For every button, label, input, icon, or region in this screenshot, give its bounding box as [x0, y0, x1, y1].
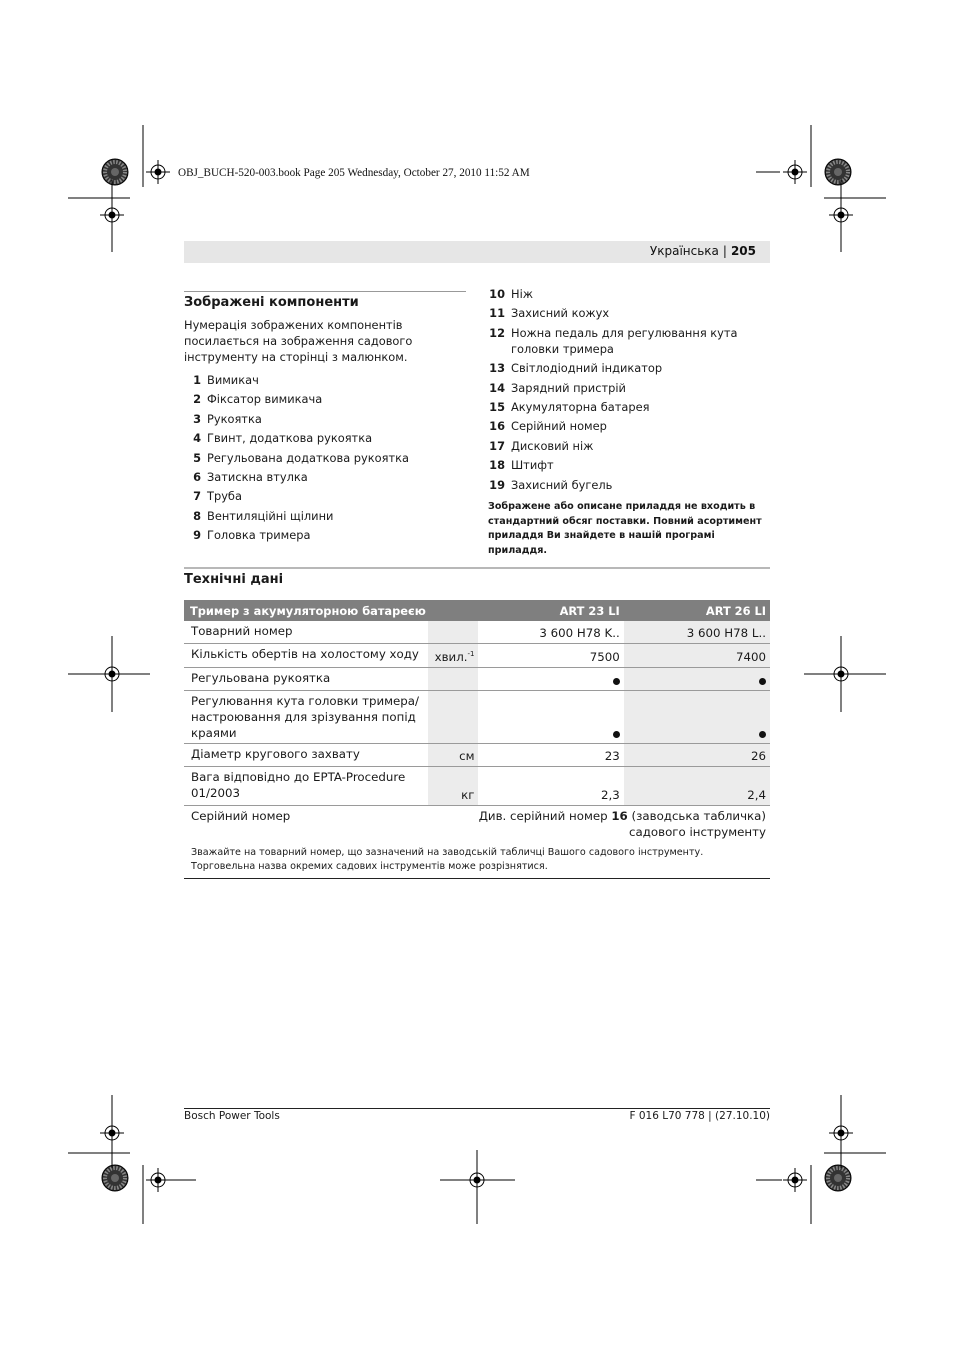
bullet-icon	[759, 731, 766, 738]
item-number: 12	[489, 325, 505, 340]
section-rule	[184, 291, 466, 292]
header-model-a: ART 23 LI	[478, 600, 623, 621]
row-unit: см	[428, 743, 478, 766]
list-item	[184, 508, 464, 527]
mark-bottom-left	[68, 1095, 196, 1224]
row-label: Кількість обертів на холостому ходу	[184, 644, 428, 668]
components-list-right	[488, 286, 770, 496]
serial-value-num: 16	[611, 808, 628, 823]
table-header-row	[184, 600, 770, 621]
item-number: 15	[489, 399, 505, 414]
list-item	[184, 430, 464, 449]
item-number: 19	[489, 477, 505, 492]
mark-top-right	[756, 125, 886, 252]
list-item	[488, 418, 770, 434]
value-model-b	[624, 690, 770, 743]
value-model-a	[478, 667, 623, 690]
footer-brand: Bosch Power Tools	[184, 1110, 280, 1122]
list-item	[488, 477, 770, 493]
item-label: Зарядний пристрій	[511, 380, 626, 395]
components-title: Зображені компоненти	[184, 295, 359, 310]
list-item	[184, 391, 464, 410]
value-model-b: 7400	[624, 644, 770, 668]
print-info-line: OBJ_BUCH-520-003.book Page 205 Wednesday, October 27, 2010 11:52 AM	[178, 167, 530, 179]
item-label: Гвинт, додаткова рукоятка	[207, 431, 373, 446]
list-item	[184, 411, 464, 430]
row-unit	[428, 667, 478, 690]
header-separator: |	[722, 244, 727, 258]
unit-exponent: -1	[467, 650, 475, 658]
mark-mid-right	[804, 636, 886, 712]
running-header	[184, 241, 770, 263]
header-text	[650, 244, 756, 258]
item-label: Штифт	[511, 458, 554, 473]
header-product: Тример з акумуляторною батареєю	[184, 600, 478, 621]
footer-doc-number: F 016 L70 778 | (27.10.10)	[629, 1110, 770, 1122]
row-unit	[428, 621, 478, 644]
list-item	[488, 380, 770, 396]
item-number: 11	[489, 306, 505, 321]
list-item	[184, 372, 464, 391]
row-label: Регулювання кута головки тримера/ настроювання для зрізування попід краями	[184, 690, 428, 743]
tech-title: Технічні дані	[184, 572, 284, 587]
list-item	[184, 527, 464, 546]
item-label: Серійний номер	[511, 419, 607, 434]
section-rule	[184, 567, 770, 569]
list-item	[488, 399, 770, 415]
table-footnote-row	[184, 842, 770, 879]
components-intro: Нумерація зображених компонентів посилається на зображення садового інструменту на сторінці з малюнком.	[184, 318, 413, 364]
list-item	[488, 457, 770, 473]
table-row	[184, 743, 770, 766]
value-model-a: 7500	[478, 644, 623, 668]
table-row	[184, 644, 770, 668]
mark-mid-left	[68, 636, 150, 712]
list-item	[488, 305, 770, 321]
row-unit: кг	[428, 766, 478, 805]
mark-bottom-right	[756, 1095, 886, 1224]
item-label: Труба	[207, 489, 242, 504]
serial-value-pre: Див. серійний номер	[478, 808, 612, 823]
item-label: Фіксатор вимикача	[207, 392, 323, 407]
value-model-b	[624, 667, 770, 690]
bullet-icon	[613, 731, 620, 738]
item-number: 18	[489, 458, 505, 473]
bullet-icon	[759, 678, 766, 685]
table-row	[184, 690, 770, 743]
item-number: 5	[193, 450, 201, 465]
item-label: Ніж	[511, 287, 533, 301]
item-number: 7	[193, 489, 201, 504]
value-model-a	[478, 690, 623, 743]
item-label: Ножна педаль для регулювання кута головки тримера	[511, 325, 738, 356]
unit-text: хвил.	[434, 649, 468, 664]
header-model-b: ART 26 LI	[624, 600, 770, 621]
value-model-a: 2,3	[478, 766, 623, 805]
item-number: 13	[489, 361, 505, 376]
row-label: Діаметр кругового захвату	[184, 743, 428, 766]
item-label: Регульована додаткова рукоятка	[207, 450, 409, 465]
value-model-a: 23	[478, 743, 623, 766]
serial-value	[428, 805, 770, 842]
bullet-icon	[613, 678, 620, 685]
value-model-b: 26	[624, 743, 770, 766]
item-label: Світлодіодний індикатор	[511, 361, 663, 376]
row-unit	[428, 690, 478, 743]
value-model-b: 2,4	[624, 766, 770, 805]
value-model-b: 3 600 H78 L..	[624, 621, 770, 644]
item-label: Захисний бугель	[511, 477, 613, 492]
list-item	[184, 450, 464, 469]
value-model-a: 3 600 H78 K..	[478, 621, 623, 644]
item-number: 17	[489, 438, 505, 453]
list-item	[488, 286, 770, 302]
footer-rule	[184, 1108, 770, 1109]
list-item	[488, 360, 770, 376]
table-footnote: Зважайте на товарний номер, що зазначений на заводській табличці Вашого садового інструменту. Торговельна назва окремих садових інструментів може розрізнятися.	[184, 842, 770, 879]
item-label: Вимикач	[207, 373, 259, 387]
list-item	[184, 488, 464, 507]
item-label: Акумуляторна батарея	[511, 399, 650, 414]
header-language: Українська	[649, 244, 719, 258]
row-label: Серійний номер	[191, 808, 291, 823]
item-number: 2	[193, 392, 201, 407]
accessory-note: Зображене або описане приладдя не входить в стандартний обсяг поставки. Повний асортимент приладдя Ви знайдете в нашій програмі приладдя.	[488, 501, 762, 557]
item-number: 6	[193, 469, 201, 484]
table-row	[184, 621, 770, 644]
row-label: Товарний номер	[184, 621, 428, 644]
list-item	[488, 438, 770, 454]
tech-data-table	[184, 600, 770, 879]
item-label: Вентиляційні щілини	[207, 508, 334, 523]
item-number: 3	[193, 411, 201, 426]
components-list-left	[184, 372, 464, 547]
item-number: 10	[489, 287, 505, 301]
serial-value-post: (заводська табличка) садового інструменту	[627, 808, 766, 839]
table-row	[184, 766, 770, 805]
row-unit	[428, 644, 478, 668]
row-label: Регульована рукоятка	[184, 667, 428, 690]
item-label: Затискна втулка	[207, 469, 308, 484]
item-label: Захисний кожух	[511, 306, 610, 321]
list-item	[184, 469, 464, 488]
list-item	[488, 325, 770, 357]
item-number: 8	[193, 508, 201, 523]
table-row	[184, 667, 770, 690]
item-label: Рукоятка	[207, 411, 262, 426]
item-number: 14	[489, 380, 505, 395]
mark-top-left	[68, 125, 170, 252]
row-label: Вага відповідно до EPTA-Procedure 01/2003	[184, 766, 428, 805]
item-number: 9	[193, 528, 201, 543]
item-number: 4	[193, 431, 201, 446]
mark-bottom-center	[440, 1150, 515, 1224]
header-page-number: 205	[730, 244, 756, 258]
item-label: Головка тримера	[207, 528, 311, 543]
item-number: 1	[193, 373, 201, 387]
item-label: Дисковий ніж	[511, 438, 594, 453]
item-number: 16	[489, 419, 505, 434]
table-row	[184, 805, 770, 842]
